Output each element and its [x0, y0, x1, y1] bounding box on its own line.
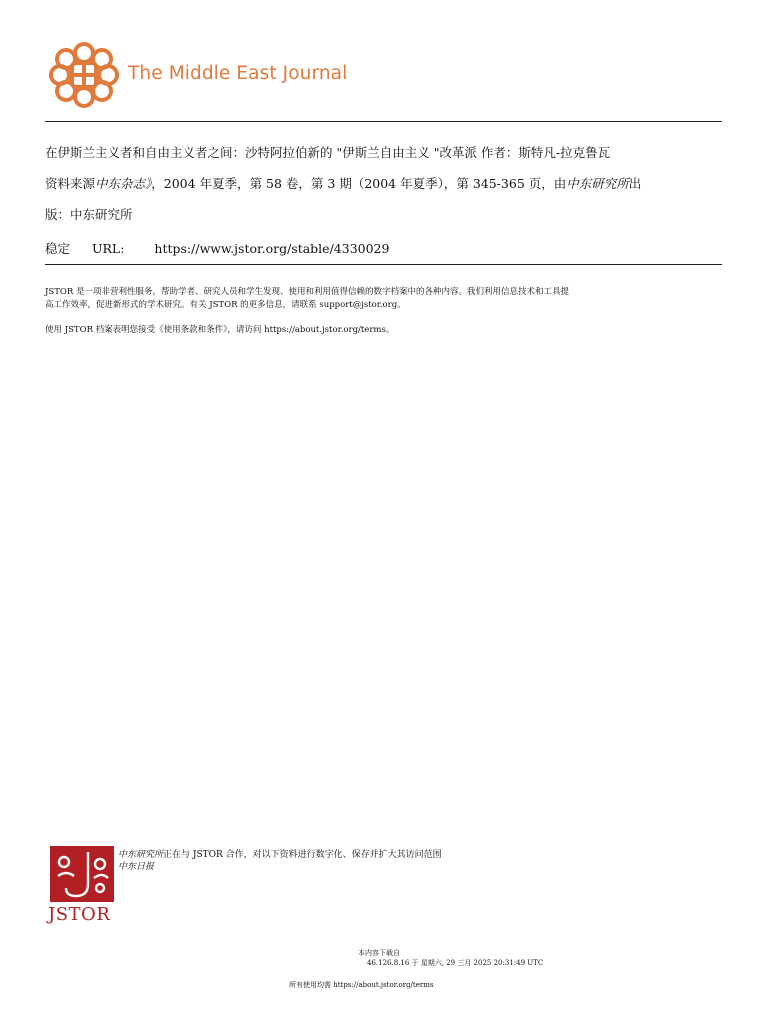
partner-journal: 中东日报 — [118, 862, 155, 872]
source-line — [45, 174, 641, 192]
stable-url-line — [45, 239, 389, 257]
download-label: 本内容下载自 — [358, 949, 400, 957]
partner-text: 正在与 JSTOR 合作，对以下资料进行数字化、保存并扩大其访问范围 — [163, 850, 442, 860]
download-ip-time: 46.126.8.16 于 星期六, 29 三月 2025 20:31:49 UTC — [367, 959, 544, 967]
notice-line-2: 高工作效率，促进新形式的学术研究。有关 JSTOR 的更多信息，请联系 support@jstor.org。 — [45, 300, 406, 310]
publisher-suffix: 出 — [628, 176, 642, 191]
jstor-wordmark: JSTOR — [48, 904, 111, 925]
jstor-logo — [50, 846, 114, 926]
article-title: 在伊斯兰主义者和自由主义者之间：沙特阿拉伯新的 "伊斯兰自由主义 "改革派 作者：斯特凡-拉克鲁瓦 — [45, 145, 611, 160]
terms-notice: 使用 JSTOR 档案表明您接受《使用条款和条件》，请访问 https://about.jstor.org/terms。 — [45, 325, 395, 335]
publisher-line: 版：中东研究所 — [45, 207, 133, 222]
jstor-logo-icon — [50, 846, 114, 902]
citation-divider — [45, 264, 722, 265]
journal-name: The Middle East Journal — [128, 63, 348, 84]
partner-statement — [118, 847, 442, 860]
stable-url-link[interactable]: https://www.jstor.org/stable/4330029 — [154, 241, 390, 256]
stable-label: 稳定 — [45, 241, 71, 256]
journal-logo — [48, 41, 348, 109]
url-label: URL: — [91, 241, 125, 256]
publisher-italic: 中东研究所 — [566, 176, 629, 191]
header-divider — [45, 121, 722, 122]
notice-line-1: JSTOR 是一项非营利性服务，帮助学者、研究人员和学生发现、使用和利用值得信赖的数字档案中的各种内容。我们利用信息技术和工具提 — [45, 287, 569, 297]
partner-org: 中东研究所 — [118, 850, 164, 860]
source-prefix: 资料来源 — [45, 176, 96, 191]
knot-ornament-icon — [48, 41, 120, 109]
source-details: ，2004 年夏季，第 58 卷，第 3 期（2004 年夏季），第 345-365 页，由 — [151, 176, 567, 191]
journal-name-italic: 中东杂志》 — [95, 176, 152, 191]
terms-footer: 所有使用均需 https://about.jstor.org/terms — [289, 981, 434, 989]
